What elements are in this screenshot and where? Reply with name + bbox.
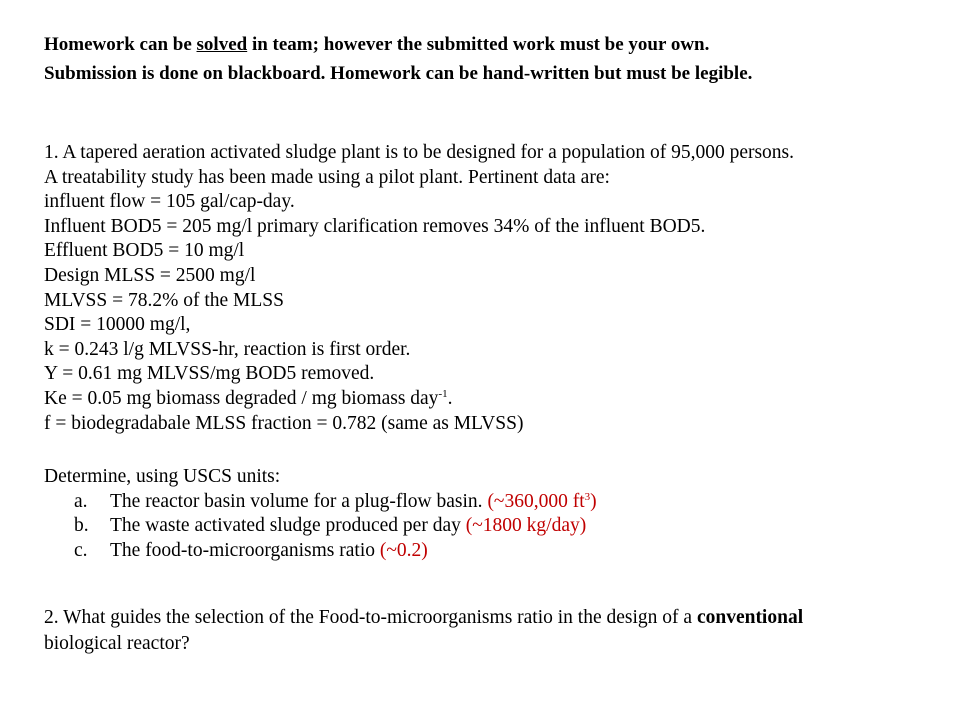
question-2: 2. What guides the selection of the Food-to-microorganisms ratio in the design of a conventional biological reactor? — [44, 607, 804, 654]
q1-line: Y = 0.61 mg MLVSS/mg BOD5 removed. — [44, 363, 375, 385]
list-text: The reactor basin volume for a plug-flow basin. (~360,000 $ft^3$) — [110, 490, 597, 512]
question-1 — [44, 141, 954, 436]
list-item-c — [44, 539, 954, 564]
q1-line: SDI = 10000 mg/l, — [44, 314, 191, 336]
list-marker: b. — [74, 515, 89, 537]
intro-instructions — [44, 30, 954, 88]
q1-line: k = 0.243 l/g MLVSS-hr, reaction is first order. — [44, 338, 411, 360]
list-marker: c. — [74, 539, 88, 561]
q1-line: influent flow = 105 gal/cap-day. — [44, 191, 295, 213]
q1-line: Effluent BOD5 = 10 mg/l — [44, 240, 245, 262]
bold-word: conventional — [696, 607, 804, 628]
q1-ke-line: Ke = 0.05 mg biomass degraded / mg biomass day$^{-1}$. — [44, 387, 453, 409]
determine-heading: Determine, using USCS units: — [44, 466, 281, 487]
q1-line: A treatability study has been made using a pilot plant. Pertinent data are: — [44, 166, 610, 188]
q1-line: Design MLSS = 2500 mg/l — [44, 264, 256, 286]
intro-line-1: Homework can be solved in team; however the submitted work must be your own. — [44, 34, 710, 55]
q1-line: MLVSS = 78.2% of the MLSS — [44, 289, 284, 311]
intro-line-2: Submission is done on blackboard. Homework can be hand-written but must be legible. — [44, 63, 753, 84]
q1-f-line: f = biodegradabale MLSS fraction = 0.782 (same as MLVSS) — [44, 412, 524, 434]
answer-hint: (~1800 kg/day) — [465, 515, 587, 537]
list-marker: a. — [74, 490, 88, 512]
list-item-b — [44, 514, 954, 539]
list-text: The waste activated sludge produced per day (~1800 kg/day) — [110, 515, 587, 537]
underlined-word: solved — [196, 34, 248, 55]
q1-line: Influent BOD5 = 205 mg/l primary clarification removes 34% of the influent BOD5. — [44, 215, 706, 237]
answer-hint: (~0.2) — [379, 539, 428, 561]
list-item-a — [44, 490, 954, 515]
determine-section — [44, 465, 954, 563]
answer-hint: (~360,000 $ft^3$) — [487, 490, 597, 512]
q1-line: 1. A tapered aeration activated sludge plant is to be designed for a population of 95,000 persons. — [44, 142, 795, 163]
list-text: The food-to-microorganisms ratio (~0.2) — [110, 539, 428, 561]
